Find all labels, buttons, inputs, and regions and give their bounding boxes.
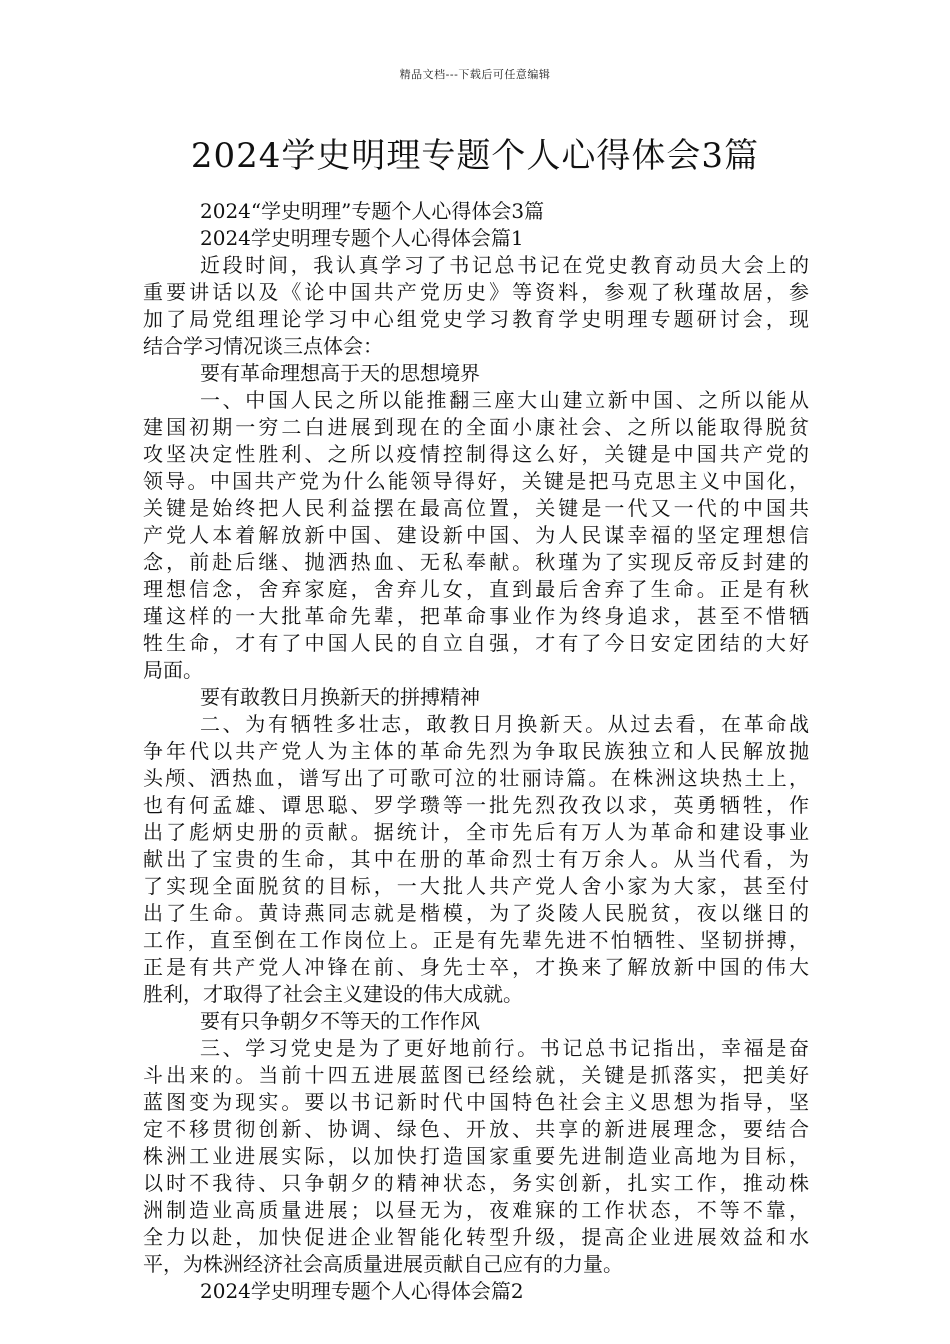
text-line: 定不移贯彻创新、协调、绿色、开放、共享的新进展理念，要结合 (143, 1117, 809, 1141)
text-line: 献出了宝贵的生命，其中在册的革命烈士有万余人。从当代看，为 (143, 847, 809, 871)
text-line: 牲生命，才有了中国人民的自立自强，才有了今日安定团结的大好 (143, 631, 809, 655)
text-line: 平，为株洲经济社会高质量进展贡献自己应有的力量。 (143, 1252, 623, 1276)
text-line: 洲制造业高质量进展；以昼无为，夜难寐的工作状态，不等不靠， (143, 1198, 809, 1222)
text-line: 关键是始终把人民利益摆在最高位置，关键是一代又一代的中国共 (143, 496, 809, 520)
text-line: 2024学史明理专题个人心得体会篇2 (200, 1279, 524, 1303)
text-line: 加了局党组理论学习中心组党史学习教育学史明理专题研讨会，现 (143, 307, 809, 331)
text-line: 株洲工业进展实际，以加快打造国家重要先进制造业高地为目标， (143, 1144, 809, 1168)
text-line: 建国初期一穷二白进展到现在的全面小康社会、之所以能取得脱贫 (143, 415, 809, 439)
document-title: 2024学史明理专题个人心得体会3篇 (190, 136, 760, 176)
text-line: 重要讲话以及《论中国共产党历史》等资料，参观了秋瑾故居，参 (143, 280, 809, 304)
text-line: 蓝图变为现实。要以书记新时代中国特色社会主义思想为指导，坚 (143, 1090, 809, 1114)
text-line: 2024学史明理专题个人心得体会篇1 (200, 226, 524, 250)
text-line: 以时不我待、只争朝夕的精神状态，务实创新，扎实工作，推动株 (143, 1171, 809, 1195)
text-line: 二、为有牺牲多壮志，敢教日月换新天。从过去看，在革命战 (200, 712, 809, 736)
text-line: 正是有共产党人冲锋在前、身先士卒，才换来了解放新中国的伟大 (143, 955, 809, 979)
text-line: 要有敢教日月换新天的拼搏精神 (200, 685, 480, 709)
text-line: 攻坚决定性胜利、之所以疫情控制得这么好，关键是中国共产党的 (143, 442, 809, 466)
text-line: 出了生命。黄诗燕同志就是楷模，为了炎陵人民脱贫，夜以继日的 (143, 901, 809, 925)
document-body (143, 198, 809, 1305)
text-line: 近段时间，我认真学习了书记总书记在党史教育动员大会上的 (200, 253, 809, 277)
text-line: 出了彪炳史册的贡献。据统计，全市先后有万人为革命和建设事业 (143, 820, 809, 844)
text-line: 也有何孟雄、谭思聪、罗学瓒等一批先烈孜孜以求，英勇牺牲，作 (143, 793, 809, 817)
text-line: 2024“学史明理”专题个人心得体会3篇 (200, 199, 545, 223)
page-header-note: 精品文档---下载后可任意编辑 (399, 68, 551, 81)
text-line: 瑾这样的一大批革命先辈，把革命事业作为终身追求，甚至不惜牺 (143, 604, 809, 628)
text-line: 结合学习情况谈三点体会： (143, 334, 383, 358)
text-line: 要有只争朝夕不等天的工作作风 (200, 1009, 480, 1033)
text-line: 工作，直至倒在工作岗位上。正是有先辈先进不怕牺牲、坚韧拼搏， (143, 928, 809, 952)
text-line: 了实现全面脱贫的目标，一大批人共产党人舍小家为大家，甚至付 (143, 874, 809, 898)
text-line: 头颅、洒热血，谱写出了可歌可泣的壮丽诗篇。在株洲这块热土上， (143, 766, 809, 790)
text-line: 领导。中国共产党为什么能领导得好，关键是把马克思主义中国化， (143, 469, 809, 493)
text-line: 理想信念，舍弃家庭，舍弃儿女，直到最后舍弃了生命。正是有秋 (143, 577, 809, 601)
text-line: 全力以赴，加快促进企业智能化转型升级，提高企业进展效益和水 (143, 1225, 809, 1249)
text-line: 局面。 (143, 658, 203, 682)
text-line: 一、中国人民之所以能推翻三座大山建立新中国、之所以能从 (200, 388, 809, 412)
text-line: 三、学习党史是为了更好地前行。书记总书记指出，幸福是奋 (200, 1036, 809, 1060)
text-line: 要有革命理想高于天的思想境界 (200, 361, 480, 385)
text-line: 胜利，才取得了社会主义建设的伟大成就。 (143, 982, 523, 1006)
text-line: 念，前赴后继、抛洒热血、无私奉献。秋瑾为了实现反帝反封建的 (143, 550, 809, 574)
text-line: 斗出来的。当前十四五进展蓝图已经绘就，关键是抓落实，把美好 (143, 1063, 809, 1087)
text-line: 争年代以共产党人为主体的革命先烈为争取民族独立和人民解放抛 (143, 739, 809, 763)
text-line: 产党人本着解放新中国、建设新中国、为人民谋幸福的坚定理想信 (143, 523, 809, 547)
